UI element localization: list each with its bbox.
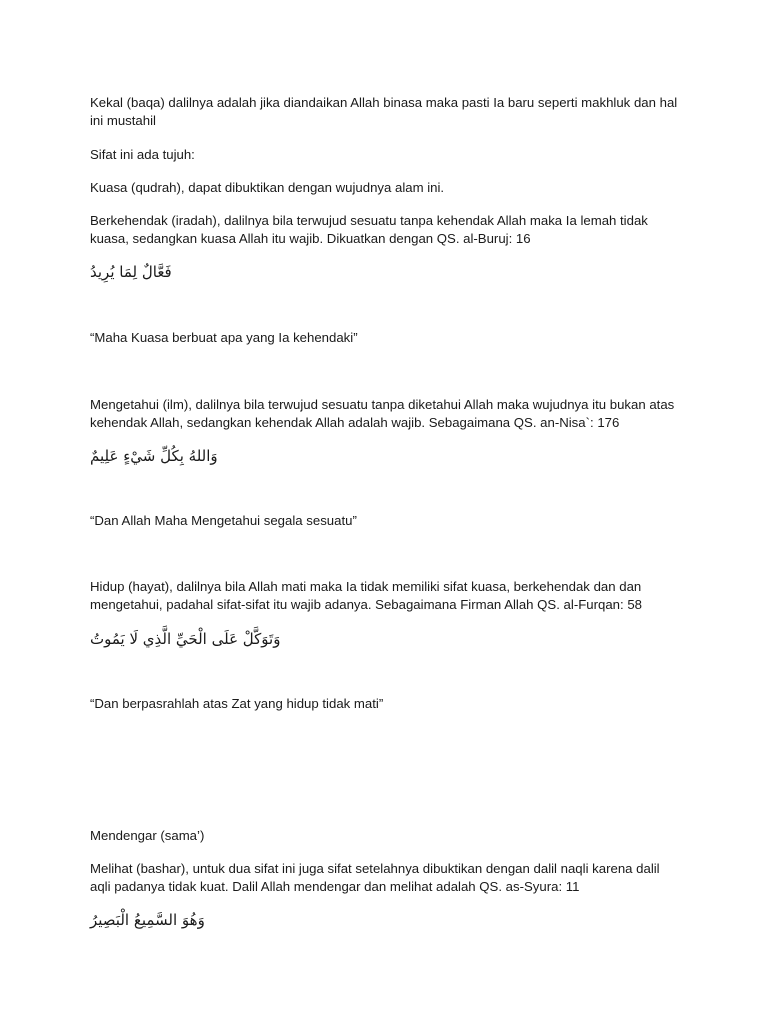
arabic-verse-nisa [90, 445, 680, 467]
arabic-verse-syura-text: وَهُوَ السَّمِيعُ الْبَصِيرُ [90, 911, 205, 929]
translation-buruj: “Maha Kuasa berbuat apa yang Ia kehendaki” [90, 330, 358, 345]
arabic-verse-nisa-text: وَاللهُ بِكُلِّ شَيْءٍ عَلِيمٌ [90, 447, 218, 465]
paragraph-iradah: Berkehendak (iradah), dalilnya bila terwujud sesuatu tanpa kehendak Allah maka Ia lemah tidak kuasa, sedangkan kuasa Allah itu wajib. Dikuatkan dengan QS. al-Buruj: 16 [90, 213, 648, 246]
paragraph-baqa: Kekal (baqa) dalilnya adalah jika diandaikan Allah binasa maka pasti Ia baru seperti makhluk dan hal ini mustahil [90, 95, 678, 128]
paragraph-sama: Mendengar (sama’) [90, 828, 205, 843]
paragraph-seven-attributes: Sifat ini ada tujuh: [90, 147, 195, 162]
paragraph-hayat: Hidup (hayat), dalilnya bila Allah mati maka Ia tidak memiliki sifat kuasa, berkehendak dan dan mengetahui, padahal sifat-sifat itu wajib adanya. Sebagaimana Firman Allah QS. al-Furqan: 58 [90, 579, 642, 612]
translation-nisa: “Dan Allah Maha Mengetahui segala sesuatu” [90, 513, 357, 528]
arabic-verse-buruj [90, 261, 680, 283]
paragraph-ilm: Mengetahui (ilm), dalilnya bila terwujud sesuatu tanpa diketahui Allah maka wujudnya itu bukan atas kehendak Allah, sedangkan kehendak Allah adalah wajib. Sebagaimana QS. an-Nisa`: 176 [90, 397, 675, 430]
arabic-verse-buruj-text: فَعَّالٌ لِمَا يُرِيدُ [90, 263, 172, 281]
translation-furqan: “Dan berpasrahlah atas Zat yang hidup tidak mati” [90, 696, 384, 711]
arabic-verse-syura [90, 909, 680, 931]
arabic-verse-furqan-text: وَتَوَكَّلْ عَلَى الْحَيِّ الَّذِي لَا يَمُوتُ [90, 630, 281, 648]
paragraph-bashar: Melihat (bashar), untuk dua sifat ini juga sifat setelahnya dibuktikan dengan dalil naqli karena dalil aqli padanya tidak kuat. Dalil Allah mendengar dan melihat adalah QS. as-Syura: 11 [90, 861, 660, 894]
arabic-verse-furqan [90, 628, 680, 650]
paragraph-qudrah: Kuasa (qudrah), dapat dibuktikan dengan wujudnya alam ini. [90, 180, 445, 195]
